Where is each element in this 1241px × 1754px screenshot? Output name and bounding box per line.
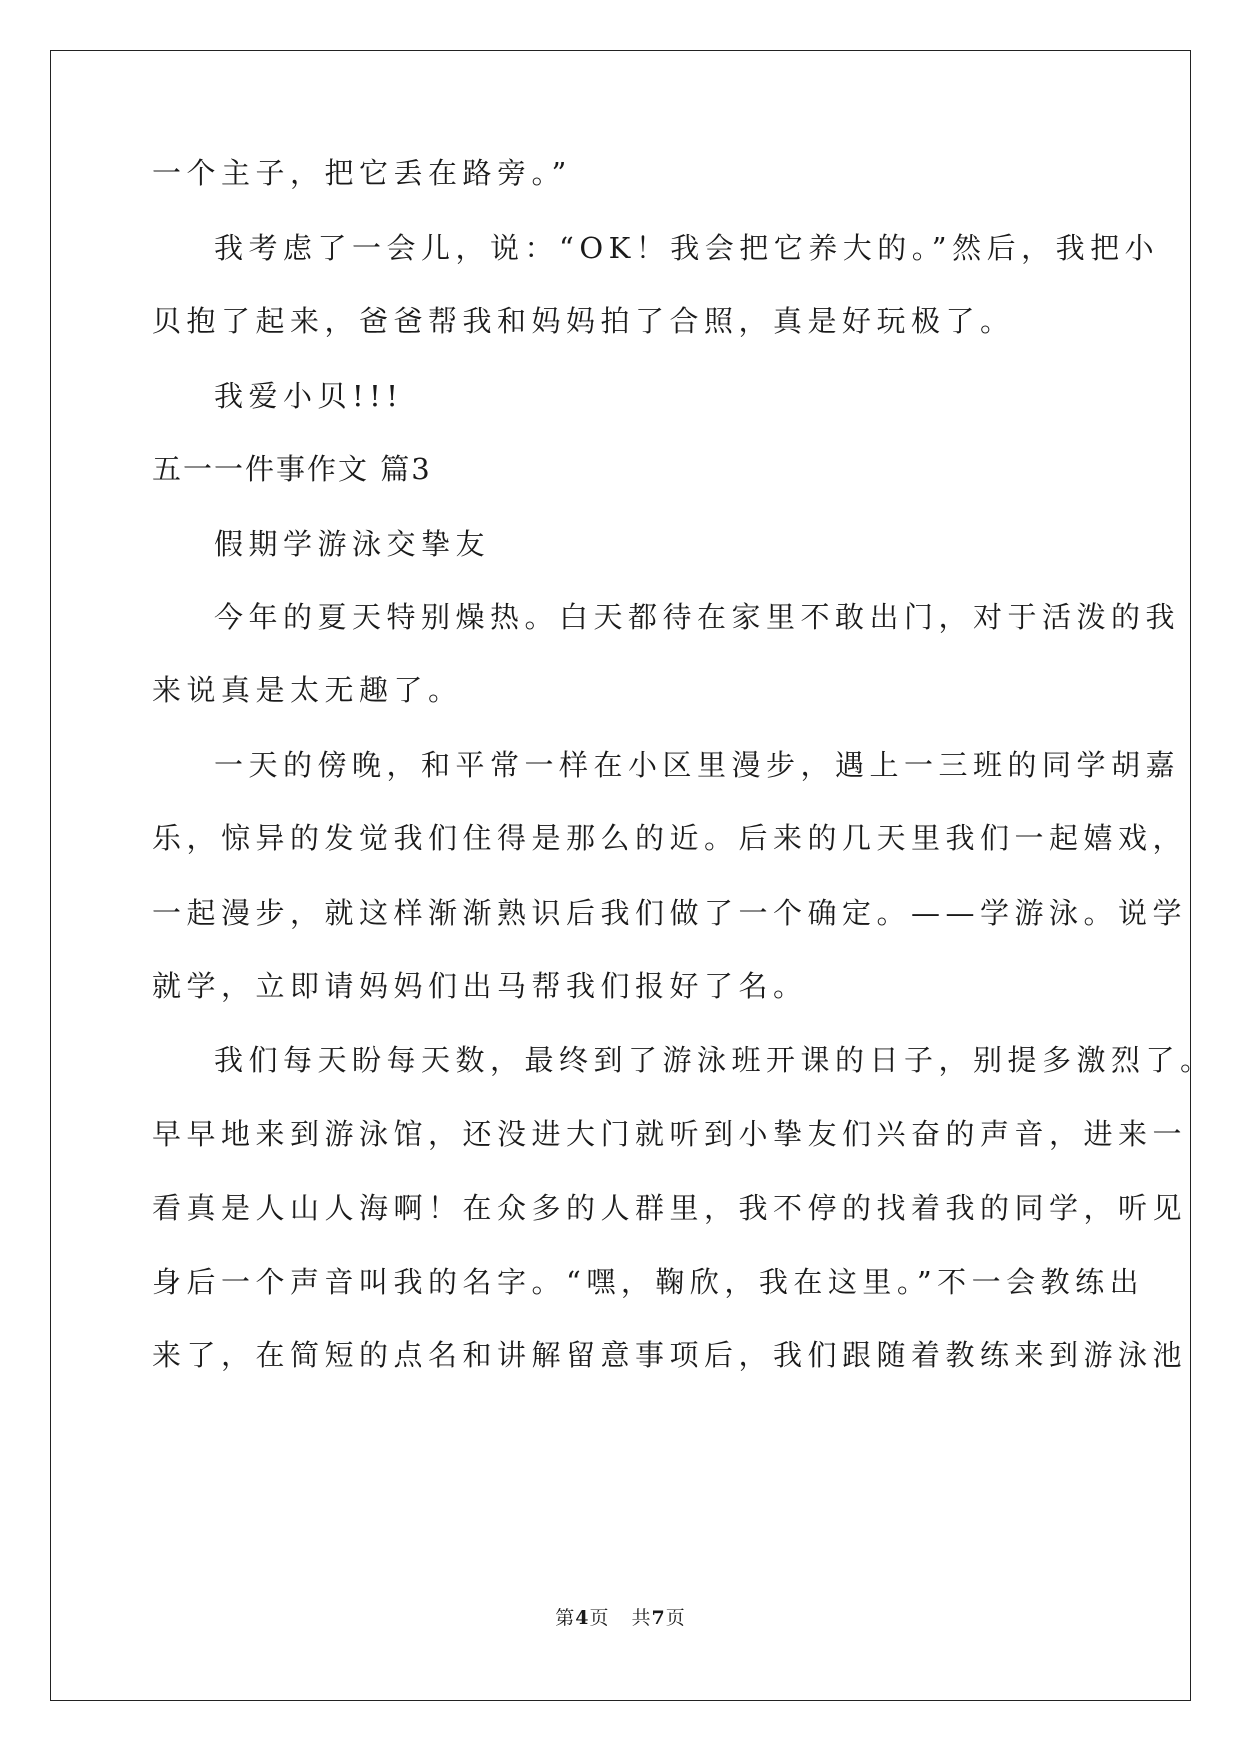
text-line: 我爱小贝!!!: [214, 379, 404, 413]
text-line: 来了，在简短的点名和讲解留意事项后，我们跟随着教练来到游泳池: [152, 1338, 1188, 1372]
text-line: 我们每天盼每天数，最终到了游泳班开课的日子，别提多激烈了。: [214, 1043, 1215, 1077]
article-title: 假期学游泳交挚友: [214, 527, 491, 561]
page-footer: [0, 1606, 1241, 1630]
page-border: [50, 50, 1191, 1701]
page-prefix: 第: [555, 1607, 576, 1629]
text-line: 身后一个声音叫我的名字。“嘿，鞠欣，我在这里。”不一会教练出: [152, 1265, 1145, 1299]
text-line: 来说真是太无趣了。: [152, 673, 463, 707]
text-line: 乐，惊异的发觉我们住得是那么的近。后来的几天里我们一起嬉戏，: [152, 821, 1188, 855]
text-line: 今年的夏天特别燥热。白天都待在家里不敢出门，对于活泼的我: [214, 600, 1181, 634]
page-suffix: 页: [589, 1607, 610, 1629]
text-line: 贝抱了起来，爸爸帮我和妈妈拍了合照，真是好玩极了。: [152, 304, 1015, 338]
text-line: 就学，立即请妈妈们出马帮我们报好了名。: [152, 969, 808, 1003]
text-line: 一起漫步，就这样渐渐熟识后我们做了一个确定。——学游泳。说学: [152, 896, 1188, 930]
text-line: 一天的傍晚，和平常一样在小区里漫步，遇上一三班的同学胡嘉: [214, 748, 1181, 782]
total-suffix: 页: [665, 1607, 686, 1629]
text-line: 看真是人山人海啊！在众多的人群里，我不停的找着我的同学，听见: [152, 1191, 1188, 1225]
page-number: 4: [575, 1607, 590, 1629]
text-line: 我考虑了一会儿，说：“OK！我会把它养大的。”然后，我把小: [214, 231, 1160, 265]
section-heading: 五一一件事作文 篇3: [152, 452, 432, 486]
text-line: 一个主子，把它丢在路旁。”: [152, 156, 572, 190]
total-pages: 7: [651, 1607, 666, 1629]
text-line: 早早地来到游泳馆，还没进大门就听到小挚友们兴奋的声音，进来一: [152, 1117, 1188, 1151]
total-prefix: 共: [631, 1607, 652, 1629]
